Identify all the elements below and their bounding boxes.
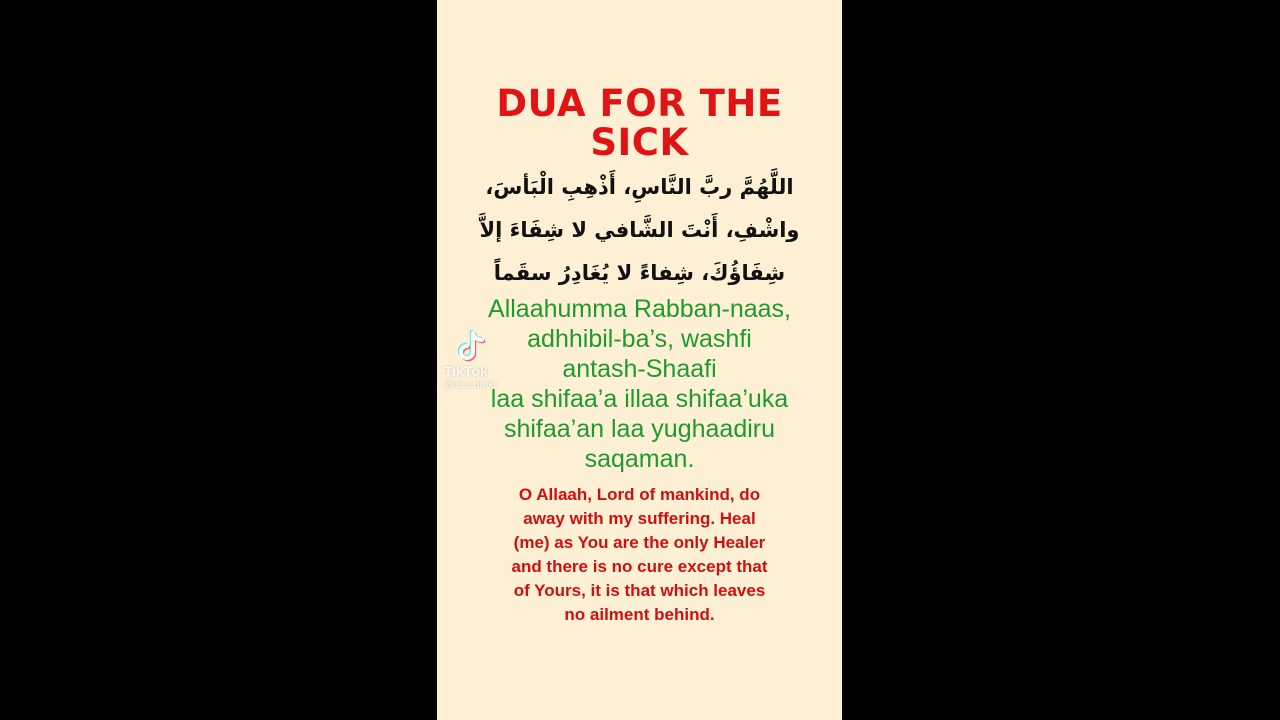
arabic-line: اللَّهُمَّ ربَّ النَّاسِ، أَذْهِبِ الْبَأسَ،	[485, 175, 794, 199]
translation-line: of Yours, it is that which leaves	[513, 581, 766, 600]
transliteration-line: laa shifaa’a illaa shifaa’uka	[490, 385, 789, 413]
translation-line: away with my suffering. Heal	[523, 509, 756, 528]
tiktok-watermark	[442, 330, 512, 392]
arabic-text	[457, 166, 822, 295]
tiktok-handle: @duadhikr	[444, 379, 498, 391]
title-line: DUA FOR THE	[496, 82, 783, 125]
transliteration-line: saqaman.	[584, 445, 695, 473]
tiktok-brand-text: TikTok	[444, 363, 488, 379]
arabic-line: شِفَاؤُكَ، شِفاءً لا يُغَادِرُ سقَماً	[493, 261, 786, 285]
translation-text	[437, 483, 842, 627]
translation-line: no ailment behind.	[564, 605, 715, 624]
page-title	[437, 84, 842, 162]
transliteration-line: Allaahumma Rabban-naas,	[488, 295, 791, 323]
translation-line: and there is no cure except that	[511, 557, 768, 576]
transliteration-line: shifaa’an laa yughaadiru	[503, 415, 776, 443]
tiktok-logo-icon	[454, 330, 486, 364]
translation-line: O Allaah, Lord of mankind, do	[518, 485, 761, 504]
transliteration-line: adhhibil-ba’s, washfi	[527, 325, 752, 353]
arabic-line: واشْفِ، أَنْتَ الشَّافي لا شِفَاءَ إلاَّ	[479, 218, 800, 242]
title-line: SICK	[590, 121, 689, 164]
transliteration-line: antash-Shaafi	[562, 355, 717, 383]
translation-line: (me) as You are the only Healer	[513, 533, 766, 552]
